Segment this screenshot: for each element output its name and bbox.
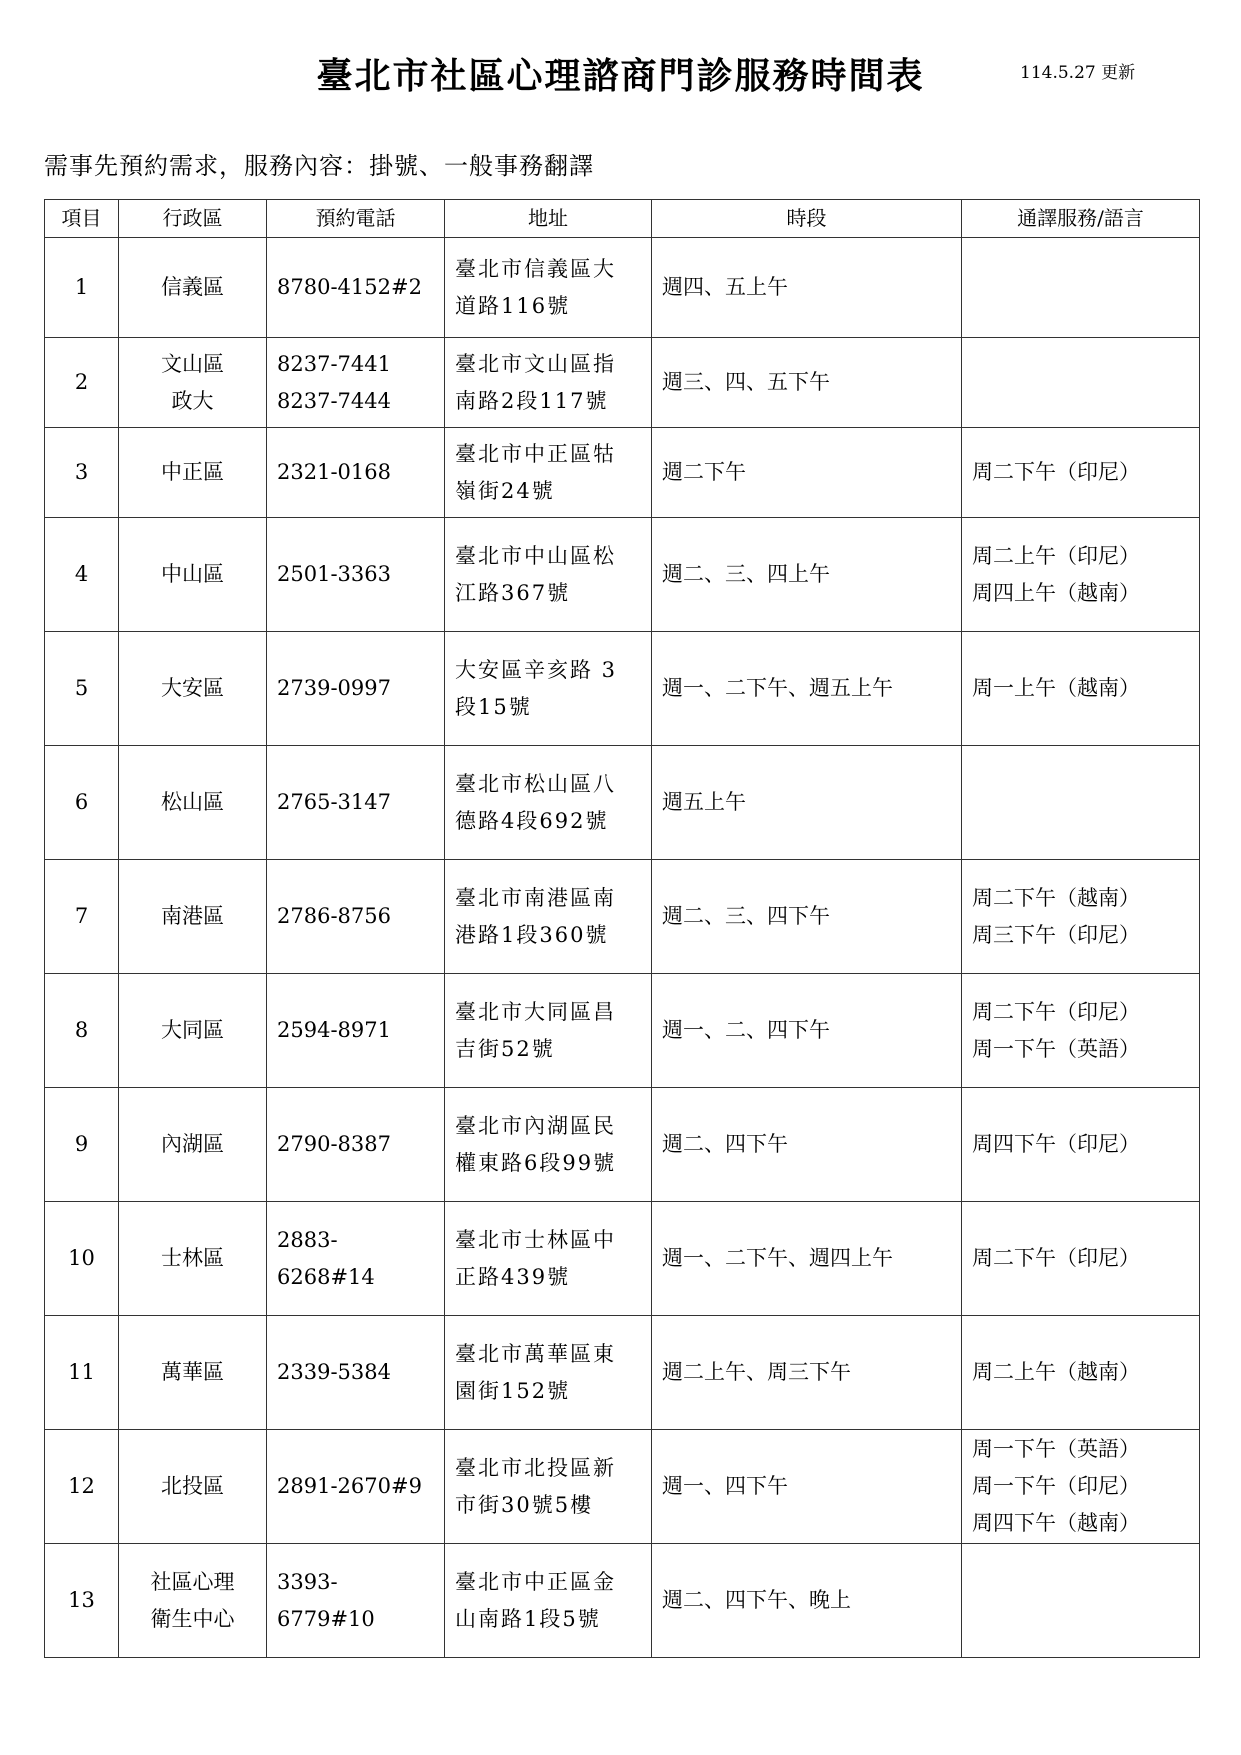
district-cell-line: 士林區	[161, 1246, 224, 1270]
table-row	[45, 974, 1200, 1088]
address-cell	[445, 1202, 652, 1316]
hours-cell: 週一、二下午、週五上午	[652, 632, 962, 746]
address-cell-line: 德路4段692號	[455, 808, 609, 833]
district-cell-line: 大同區	[161, 1018, 224, 1042]
phone-cell	[267, 1430, 445, 1544]
interpretation-cell	[962, 338, 1200, 428]
district-cell	[119, 746, 267, 860]
phone-cell-line: 2594-8971	[277, 1018, 391, 1042]
hours-cell: 週四、五上午	[652, 238, 962, 338]
address-cell-line: 臺北市萬華區東	[455, 1341, 616, 1366]
hours-cell: 週二、三、四下午	[652, 860, 962, 974]
item-number: 3	[45, 428, 119, 518]
address-cell	[445, 632, 652, 746]
district-cell-line: 南港區	[161, 904, 224, 928]
item-number: 11	[45, 1316, 119, 1430]
address-cell	[445, 518, 652, 632]
schedule-table	[44, 199, 1200, 1658]
interpretation-cell-line: 周四下午（印尼）	[972, 1132, 1140, 1156]
table-row	[45, 1316, 1200, 1430]
header-district: 行政區	[119, 200, 267, 238]
update-date: 114.5.27 更新	[1020, 63, 1136, 83]
phone-cell-line: 2891-2670#9	[277, 1474, 422, 1498]
phone-cell-line: 8780-4152#2	[277, 275, 422, 299]
district-cell-line: 松山區	[161, 790, 224, 814]
phone-cell	[267, 860, 445, 974]
phone-cell	[267, 428, 445, 518]
district-cell-line: 北投區	[161, 1474, 224, 1498]
interpretation-cell	[962, 1430, 1200, 1544]
address-cell	[445, 860, 652, 974]
phone-cell	[267, 518, 445, 632]
item-number: 12	[45, 1430, 119, 1544]
address-cell	[445, 1088, 652, 1202]
item-number: 10	[45, 1202, 119, 1316]
interpretation-cell-line: 周一下午（英語）	[972, 1437, 1140, 1461]
address-cell-line: 臺北市文山區指	[455, 351, 616, 376]
district-cell-line: 信義區	[161, 275, 224, 299]
phone-cell-line: 3393-6779#10	[277, 1569, 375, 1631]
address-cell-line: 江路367號	[455, 580, 571, 605]
phone-cell-line: 2501-3363	[277, 562, 391, 586]
district-cell	[119, 632, 267, 746]
district-cell-line: 萬華區	[161, 1360, 224, 1384]
item-number: 13	[45, 1544, 119, 1658]
interpretation-cell	[962, 238, 1200, 338]
interpretation-cell	[962, 1544, 1200, 1658]
district-cell	[119, 860, 267, 974]
table-row	[45, 518, 1200, 632]
item-number: 7	[45, 860, 119, 974]
phone-cell	[267, 974, 445, 1088]
address-cell-line: 港路1段360號	[455, 922, 609, 947]
phone-cell-line: 2739-0997	[277, 676, 391, 700]
table-row	[45, 428, 1200, 518]
address-cell	[445, 974, 652, 1088]
address-cell	[445, 1316, 652, 1430]
interpretation-cell-line: 周二上午（印尼）	[972, 543, 1140, 568]
phone-cell-line: 2883-6268#14	[277, 1227, 375, 1289]
phone-cell	[267, 1544, 445, 1658]
district-cell-line: 中山區	[161, 562, 224, 586]
item-number: 5	[45, 632, 119, 746]
interpretation-cell-line: 周二下午（印尼）	[972, 460, 1140, 484]
district-cell-line: 中正區	[161, 460, 224, 484]
address-cell-line: 臺北市南港區南	[455, 885, 616, 910]
address-cell-line: 園街152號	[455, 1378, 571, 1403]
item-number: 1	[45, 238, 119, 338]
table-row	[45, 746, 1200, 860]
item-number: 2	[45, 338, 119, 428]
phone-cell-line: 8237-7441	[277, 351, 391, 376]
interpretation-cell	[962, 1316, 1200, 1430]
interpretation-cell-line: 周一上午（越南）	[972, 676, 1140, 700]
phone-cell	[267, 338, 445, 428]
address-cell	[445, 1544, 652, 1658]
interpretation-cell	[962, 1088, 1200, 1202]
interpretation-cell-line: 周二下午（越南）	[972, 885, 1140, 910]
hours-cell: 週二上午、周三下午	[652, 1316, 962, 1430]
interpretation-cell-line: 周二上午（越南）	[972, 1360, 1140, 1384]
district-cell-line: 政大	[171, 388, 214, 413]
phone-cell	[267, 746, 445, 860]
address-cell-line: 臺北市信義區大	[455, 256, 616, 281]
address-cell-line: 吉街52號	[455, 1036, 555, 1061]
address-cell	[445, 746, 652, 860]
phone-cell-line: 2786-8756	[277, 904, 391, 928]
hours-cell: 週五上午	[652, 746, 962, 860]
district-cell	[119, 1202, 267, 1316]
interpretation-cell	[962, 428, 1200, 518]
hours-cell: 週二、四下午、晚上	[652, 1544, 962, 1658]
header-address: 地址	[445, 200, 652, 238]
intro-note: 需事先預約需求，服務內容：掛號、一般事務翻譯	[44, 152, 594, 180]
district-cell	[119, 1088, 267, 1202]
interpretation-cell-line: 周三下午（印尼）	[972, 922, 1140, 947]
address-cell-line: 權東路6段99號	[455, 1150, 617, 1175]
address-cell-line: 正路439號	[455, 1264, 571, 1289]
phone-cell	[267, 1088, 445, 1202]
phone-cell	[267, 1316, 445, 1430]
district-cell	[119, 1316, 267, 1430]
district-cell	[119, 1430, 267, 1544]
address-cell-line: 臺北市松山區八	[455, 771, 616, 796]
address-cell-line: 臺北市北投區新	[455, 1455, 616, 1480]
item-number: 8	[45, 974, 119, 1088]
interpretation-cell-line: 周二下午（印尼）	[972, 1246, 1140, 1270]
phone-cell-line: 2321-0168	[277, 460, 391, 484]
page-title: 臺北市社區心理諮商門診服務時間表	[316, 56, 925, 97]
address-cell-line: 道路116號	[455, 293, 571, 318]
address-cell	[445, 338, 652, 428]
hours-cell: 週一、四下午	[652, 1430, 962, 1544]
interpretation-cell	[962, 974, 1200, 1088]
phone-cell-line: 8237-7444	[277, 388, 391, 413]
phone-cell	[267, 632, 445, 746]
hours-cell: 週二下午	[652, 428, 962, 518]
header-no: 項目	[45, 200, 119, 238]
item-number: 4	[45, 518, 119, 632]
hours-cell: 週三、四、五下午	[652, 338, 962, 428]
district-cell-line: 社區心理	[150, 1569, 235, 1594]
item-number: 9	[45, 1088, 119, 1202]
district-cell-line: 內湖區	[161, 1132, 224, 1156]
district-cell-line: 衛生中心	[150, 1606, 235, 1631]
hours-cell: 週一、二下午、週四上午	[652, 1202, 962, 1316]
interpretation-cell	[962, 860, 1200, 974]
table-row	[45, 860, 1200, 974]
table-row	[45, 632, 1200, 746]
address-cell-line: 大安區辛亥路 3	[455, 657, 618, 682]
address-cell	[445, 238, 652, 338]
address-cell-line: 段15號	[455, 694, 532, 719]
address-cell-line: 臺北市中正區金	[455, 1569, 616, 1594]
phone-cell-line: 2765-3147	[277, 790, 391, 814]
address-cell	[445, 428, 652, 518]
district-cell	[119, 428, 267, 518]
address-cell	[445, 1430, 652, 1544]
table-row	[45, 1544, 1200, 1658]
district-cell-line: 文山區	[161, 351, 224, 376]
district-cell-line: 大安區	[161, 676, 224, 700]
address-cell-line: 臺北市大同區昌	[455, 999, 616, 1024]
table-row	[45, 1430, 1200, 1544]
district-cell	[119, 238, 267, 338]
interpretation-cell-line: 周一下午（印尼）	[972, 1474, 1140, 1498]
phone-cell	[267, 1202, 445, 1316]
header-interpretation: 通譯服務/語言	[962, 200, 1200, 238]
district-cell	[119, 338, 267, 428]
table-row	[45, 1088, 1200, 1202]
header-hours: 時段	[652, 200, 962, 238]
table-header-row	[45, 200, 1200, 238]
table-row	[45, 338, 1200, 428]
phone-cell-line: 2339-5384	[277, 1360, 391, 1384]
table-row	[45, 238, 1200, 338]
address-cell-line: 臺北市內湖區民	[455, 1113, 616, 1138]
hours-cell: 週二、四下午	[652, 1088, 962, 1202]
phone-cell-line: 2790-8387	[277, 1132, 391, 1156]
interpretation-cell-line: 周一下午（英語）	[972, 1036, 1140, 1061]
interpretation-cell-line: 周四上午（越南）	[972, 580, 1140, 605]
interpretation-cell	[962, 632, 1200, 746]
address-cell-line: 臺北市中山區松	[455, 543, 616, 568]
hours-cell: 週二、三、四上午	[652, 518, 962, 632]
district-cell	[119, 518, 267, 632]
interpretation-cell-line: 周二下午（印尼）	[972, 999, 1140, 1024]
header-phone: 預約電話	[267, 200, 445, 238]
item-number: 6	[45, 746, 119, 860]
interpretation-cell-line: 周四下午（越南）	[972, 1511, 1140, 1535]
table-row	[45, 1202, 1200, 1316]
address-cell-line: 嶺街24號	[455, 478, 555, 503]
address-cell-line: 南路2段117號	[455, 388, 609, 413]
hours-cell: 週一、二、四下午	[652, 974, 962, 1088]
interpretation-cell	[962, 1202, 1200, 1316]
phone-cell	[267, 238, 445, 338]
address-cell-line: 臺北市中正區牯	[455, 441, 616, 466]
address-cell-line: 臺北市士林區中	[455, 1227, 616, 1252]
interpretation-cell	[962, 746, 1200, 860]
address-cell-line: 市街30號5樓	[455, 1492, 594, 1517]
interpretation-cell	[962, 518, 1200, 632]
district-cell	[119, 974, 267, 1088]
table-body	[45, 238, 1200, 1658]
address-cell-line: 山南路1段5號	[455, 1606, 601, 1631]
district-cell	[119, 1544, 267, 1658]
